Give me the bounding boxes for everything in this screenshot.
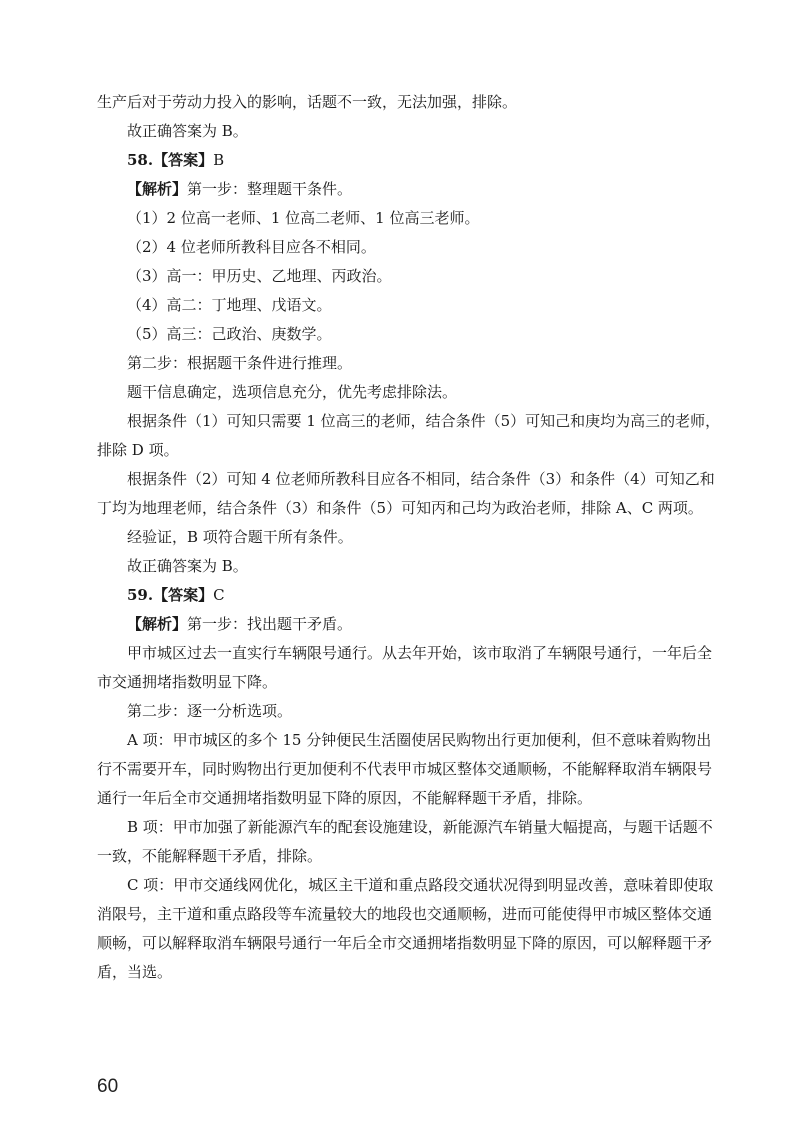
question-premise: 甲市城区过去一直实行车辆限号通行。从去年开始，该市取消了车辆限号通行，一年后全市交通拥堵指数明显下降。 [97,644,713,691]
paragraph-continuation: 生产后对于劳动力投入的影响，话题不一致，无法加强，排除。 [97,93,518,111]
condition-2: （2）4 位老师所教科目应各不相同。 [127,238,376,256]
analysis-label: 【解析】 [127,615,188,633]
analysis-text: 第一步：找出题干矛盾。 [187,615,353,633]
analysis-text: 第一步：整理题干条件。 [187,180,353,198]
answer-statement: 故正确答案为 B。 [127,122,248,140]
option-a-analysis: A 项：甲市城区的多个 15 分钟便民生活圈使居民购物出行更加便利，但不意味着购物出行不需要开车，同时购物出行更加便利不代表甲市城区整体交通顺畅，不能解释取消车辆限号通行一年后全市交通拥堵指数明显下降的原因，不能解释题干矛盾，排除。 [97,731,713,807]
answer-heading-58 [97,146,722,175]
condition-4: （4）高二：丁地理、戊语文。 [127,296,332,314]
analysis-heading [97,175,722,204]
method-note: 题干信息确定，选项信息充分，优先考虑排除法。 [127,383,458,401]
answer-value: C [213,586,225,604]
page-number: 60 [97,1076,119,1097]
verification: 经验证，B 项符合题干所有条件。 [127,528,353,546]
answer-value: B [213,151,225,169]
analysis-heading [97,610,722,639]
analysis-label: 【解析】 [127,180,188,198]
step-2-heading: 第二步：逐一分析选项。 [127,702,293,720]
answer-heading-59 [97,581,722,610]
condition-5: （5）高三：己政治、庚数学。 [127,325,332,343]
option-b-analysis: B 项：甲市加强了新能源汽车的配套设施建设，新能源汽车销量大幅提高，与题干话题不一致，不能解释题干矛盾，排除。 [97,818,713,865]
condition-3: （3）高一：甲历史、乙地理、丙政治。 [127,267,392,285]
answer-label: 59.【答案】 [127,586,214,604]
option-c-analysis: C 项：甲市交通线网优化，城区主干道和重点路段交通状况得到明显改善，意味着即使取消限号，主干道和重点路段等车流量较大的地段也交通顺畅，进而可能使得甲市城区整体交通顺畅，可以解释取消车辆限号通行一年后全市交通拥堵指数明显下降的原因，可以解释题干矛盾，当选。 [97,876,714,981]
step-2-heading: 第二步：根据题干条件进行推理。 [127,354,353,372]
answer-label: 58.【答案】 [127,151,214,169]
page-body [97,88,722,987]
answer-statement: 故正确答案为 B。 [127,557,248,575]
reasoning-paragraph: 根据条件（1）可知只需要 1 位高三的老师，结合条件（5）可知己和庚均为高三的老师，排除 D 项。 [97,412,721,459]
condition-1: （1）2 位高一老师、1 位高二老师、1 位高三老师。 [127,209,480,227]
reasoning-paragraph: 根据条件（2）可知 4 位老师所教科目应各不相同，结合条件（3）和条件（4）可知乙和丁均为地理老师，结合条件（3）和条件（5）可知丙和己均为政治老师，排除 A、C 两项。 [97,470,715,517]
